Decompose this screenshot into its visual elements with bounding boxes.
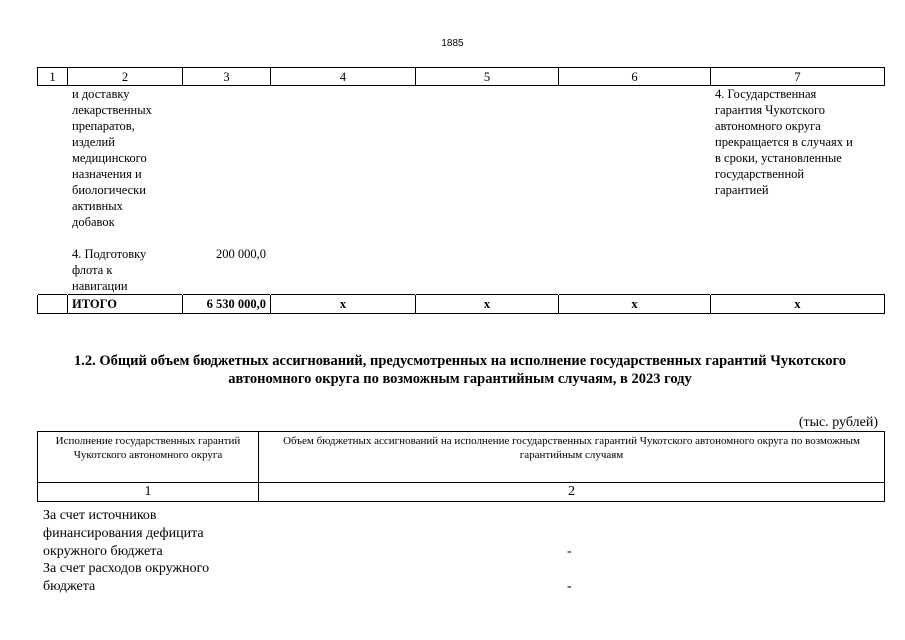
column-number-row — [38, 483, 885, 502]
conditions-cell — [711, 86, 885, 295]
column-number: 7 — [711, 68, 885, 86]
text-line: флота к — [72, 263, 113, 277]
text-line: государственной — [715, 167, 805, 181]
text-line: лекарственных — [72, 103, 152, 117]
text-line: в сроки, установленные — [715, 151, 842, 165]
text-line: активных — [72, 199, 123, 213]
row-label — [43, 507, 253, 561]
heading-line: 1.2. Общий объем бюджетных ассигнований, предусмотренных на исполнение государственных гарантий Чукотского — [74, 353, 846, 369]
column-number: 2 — [68, 68, 183, 86]
column-number: 4 — [271, 68, 416, 86]
text-line: медицинского — [72, 151, 147, 165]
header-cell: Исполнение государственных гарантий Чукотского автономного округа — [38, 432, 259, 483]
text-line: назначения и — [72, 167, 142, 181]
row-label — [43, 560, 253, 596]
total-label: ИТОГО — [68, 295, 183, 314]
row-value: - — [567, 579, 572, 594]
page-number: 1885 — [441, 38, 464, 49]
total-amount: 6 530 000,0 — [183, 295, 271, 314]
text-line: гарантией — [715, 183, 769, 197]
guarantees-table — [37, 67, 885, 314]
text-line: гарантия Чукотского — [715, 103, 826, 117]
total-cell: x — [711, 295, 885, 314]
text-line: биологически — [72, 183, 146, 197]
amount-cell — [183, 86, 271, 295]
appropriations-table — [37, 431, 885, 502]
total-cell: x — [271, 295, 416, 314]
continuation-row — [38, 86, 885, 295]
total-cell: x — [559, 295, 711, 314]
item4-amount: 200 000,0 — [216, 247, 266, 261]
section-heading — [40, 352, 880, 388]
text-line: прекращается в случаях и — [715, 135, 853, 149]
text-line: бюджета — [43, 579, 96, 594]
text-line: и доставку — [72, 87, 130, 101]
column-number: 6 — [559, 68, 711, 86]
units-label: (тыс. рублей) — [798, 415, 878, 430]
text-line: автономного округа — [715, 119, 821, 133]
column-number: 1 — [38, 68, 68, 86]
text-line: финансирования дефицита — [43, 526, 204, 541]
column-number: 3 — [183, 68, 271, 86]
text-line: добавок — [72, 215, 115, 229]
text-line: За счет источников — [43, 508, 157, 523]
column-number-row — [38, 68, 885, 86]
column-number: 2 — [259, 483, 885, 502]
text-line: 4. Подготовку — [72, 247, 147, 261]
total-row — [38, 295, 885, 314]
text-line: изделий — [72, 135, 115, 149]
text-line: препаратов, — [72, 119, 135, 133]
column-number: 5 — [416, 68, 559, 86]
purpose-continuation-cell — [68, 86, 183, 295]
total-cell: x — [416, 295, 559, 314]
heading-line: автономного округа по возможным гарантийным случаям, в 2023 году — [228, 371, 692, 387]
text-line: 4. Государственная — [715, 87, 817, 101]
text-line: За счет расходов окружного — [43, 561, 210, 576]
column-number: 1 — [38, 483, 259, 502]
text-line: окружного бюджета — [43, 544, 163, 559]
row-value: - — [567, 544, 572, 559]
text-line: навигации — [72, 279, 128, 293]
header-cell: Объем бюджетных ассигнований на исполнение государственных гарантий Чукотского автономного округа по возможным гарантийным случаям — [259, 432, 885, 483]
header-row — [38, 432, 885, 483]
